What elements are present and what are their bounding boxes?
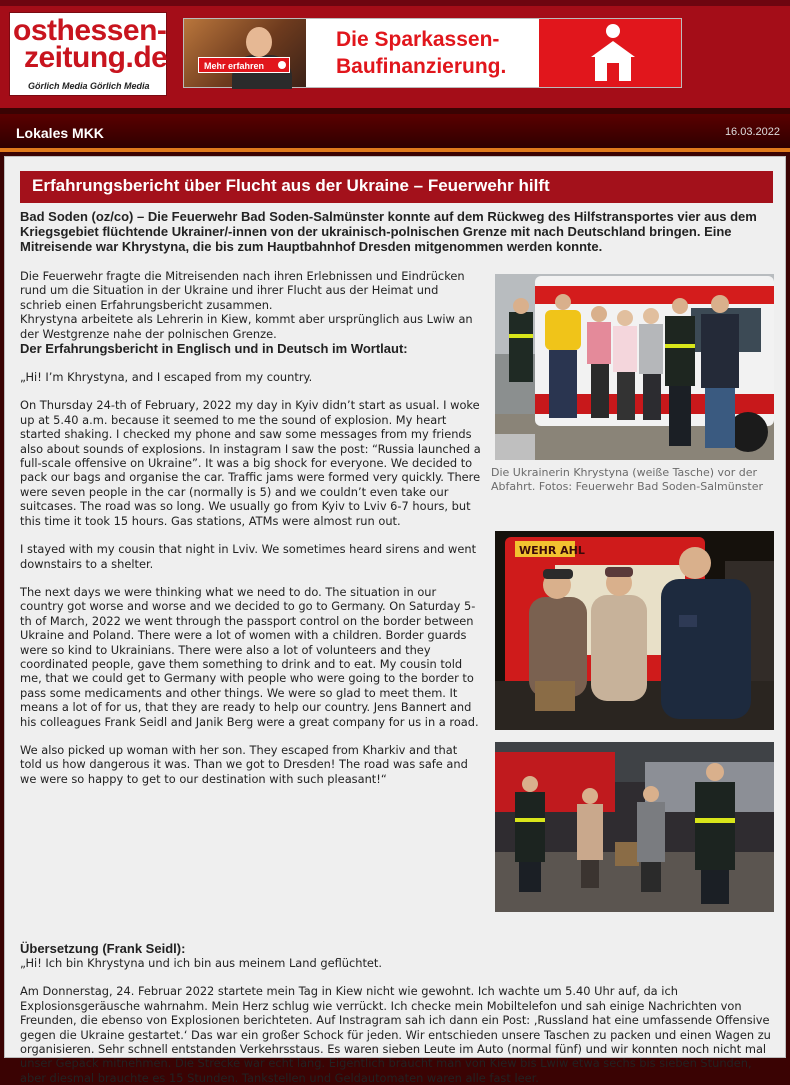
ad-cta-label: Mehr erfahren [204,61,265,71]
article-date: 16.03.2022 [724,126,780,138]
article-subheading: Der Erfahrungsbericht in Englisch und in Deutsch im Wortlaut: [20,341,408,357]
photo-group-illustration [495,274,774,460]
article-photo-night[interactable] [495,531,774,730]
cta-arrow-icon [278,61,286,69]
article-container [4,156,786,1085]
photo-night-illustration [495,531,774,730]
section-divider [0,148,790,152]
article-paragraph: Die Feuerwehr fragte die Mitreisenden nach ihren Erlebnissen und Eindrücken rund um die Situation in der Ukraine und ihrer Flucht aus der Heimat und schrieb einen Erfahrungsbericht zusammen. [20,269,465,312]
article-paragraph: The next days we were thinking what we need to do. The situation in our country got worse and worse and we decided to go to Germany. On Saturday 5-th of March, 2022 we went through the passport control on the border between Ukraine and Poland. There were a lot of women with a children. Border guards were so kind to Ukrainians. There were also a lot of volunteers and they coordinated people, gave them something to drink and to eat. My cousin told me, that we could get to Germany with people who were going to the border to pass some medicaments and other things. We were so glad to meet them. It means a lot of for us, that they are ready to help our country. Jens Bannert and his colleagues Frank Seidl and Janik Berg were a great company for us in a road. [20,584,479,729]
photo-station-illustration [495,742,774,912]
ad-logo-panel [539,19,681,87]
ad-photo-person-face [246,27,272,57]
header-top-band [0,0,790,6]
section-bar [0,114,790,152]
article-photo-station[interactable] [495,742,774,912]
logo-text-line2: zeitung.de [24,41,168,74]
ad-cta-button[interactable] [198,57,290,73]
article-title: Erfahrungsbericht über Flucht aus der Ukraine – Feuerwehr hilft [32,176,550,195]
article-paragraph: I stayed with my cousin that night in Lviv. We sometimes heard sirens and went downstairs to a shelter. [20,542,477,571]
article-paragraph: We also picked up woman with her son. They escaped from Kharkiv and that told us how dangerous it was. Than we got to Dresden! The road was safe and we were so happy to get to our destination with such pleasant!“ [20,742,468,786]
article-lead: Bad Soden (oz/co) – Die Feuerwehr Bad Soden-Salmünster konnte auf dem Rückweg des Hilfstransportes vier aus dem Kriegsgebiet flüchtende Ukrainer/-innen von der ukrainisch-polnischen Grenze mit nach Deutschland bringen. Eine Mitreisende war Khrystyna, die bis zum Hauptbahnhof Dresden mitgenommen werden konnte. [20,209,757,254]
ad-headline-line1: Die Sparkassen- [336,28,500,51]
article-title-bar [20,171,773,203]
article-subheading: Übersetzung (Frank Seidl): [20,941,186,956]
sparkasse-logo-icon [589,23,637,85]
ad-photo [184,19,306,87]
article-paragraph: „Hi! I’m Khrystyna, and I escaped from my country. [20,370,313,385]
ad-headline-line2: Baufinanzierung. [336,55,507,78]
vehicle-label: WEHR AHL [519,544,585,557]
article-paragraph: On Thursday 24-th of February, 2022 my day in Kyiv didn’t start as usual. I woke up at 5.40 a.m. because it seemed to me the sound of explosion. My heart started shaking. I checked my phone and saw some messages from my friends also about sounds of explosions. In instagram I saw the post: “Russia launched a full-scale offensive on Ukraine”. It was a big shock for everyone. We decided to pack our bags and organise the car. Traffic jams were formed very quickly. There were seven people in the car (normally is 5) and we couldn’t even take our suitcases. The road was so long. We usually go from Kyiv to Lviv 6-7 hours, but this time it took 15 hours. Gas stations, ATMs were almost run out. [20,398,481,528]
article-body-full [20,939,772,1085]
site-logo[interactable] [9,12,167,96]
article-photo-group[interactable] [495,274,774,460]
section-title[interactable]: Lokales MKK [16,125,104,141]
logo-text-line1: osthessen- [13,14,167,47]
article-paragraph: Khrystyna arbeitete als Lehrerin in Kiew, kommt aber ursprünglich aus Lwiw an der Westgrenze nahe der polnischen Grenze. [20,312,473,341]
article-body-column [20,269,482,800]
sparkasse-ad-banner[interactable] [183,18,682,88]
site-header [0,0,790,108]
photo-caption: Die Ukrainerin Khrystyna (weiße Tasche) vor der Abfahrt. Fotos: Feuerwehr Bad Soden-Salmünster [491,466,764,493]
logo-subline: Görlich Media Görlich Media [28,81,150,91]
article-paragraph: „Hi! Ich bin Khrystyna und ich bin aus meinem Land geflüchtet. [20,956,383,970]
article-paragraph: Am Donnerstag, 24. Februar 2022 startete mein Tag in Kiew nicht wie gewohnt. Ich wachte um 5.40 Uhr auf, da ich Explosionsgeräusche wahrnahm. Mein Herz schlug wie verrückt. Ich checke mein Mobiltelefon und sah einige Nachrichten von Freunden, die ebenso von Explosionen berichteten. Auf Instragram sah ich dann ein Post: ‚Russland hat eine umfassende Offensive gegen die Ukraine gestartet.‘ Das war ein großer Schock für jeden. Wir entschieden unsere Taschen zu packen und einen Wagen zu organisieren. Sehr schnell entstanden Verkehrsstaus. Es waren sieben Leute im Auto (normal fünf) und wir konnten noch nicht mal unser Gepäck mitnehmen. Die Strecke war echt lang. Eigentlich braucht man von Kiew bis Lwiw etwa sechs bis sieben Stunden, aber diesmal brauchte es 15 Stunden. Tankstellen und Geldautomaten waren alle fast leer. [20,984,771,1085]
